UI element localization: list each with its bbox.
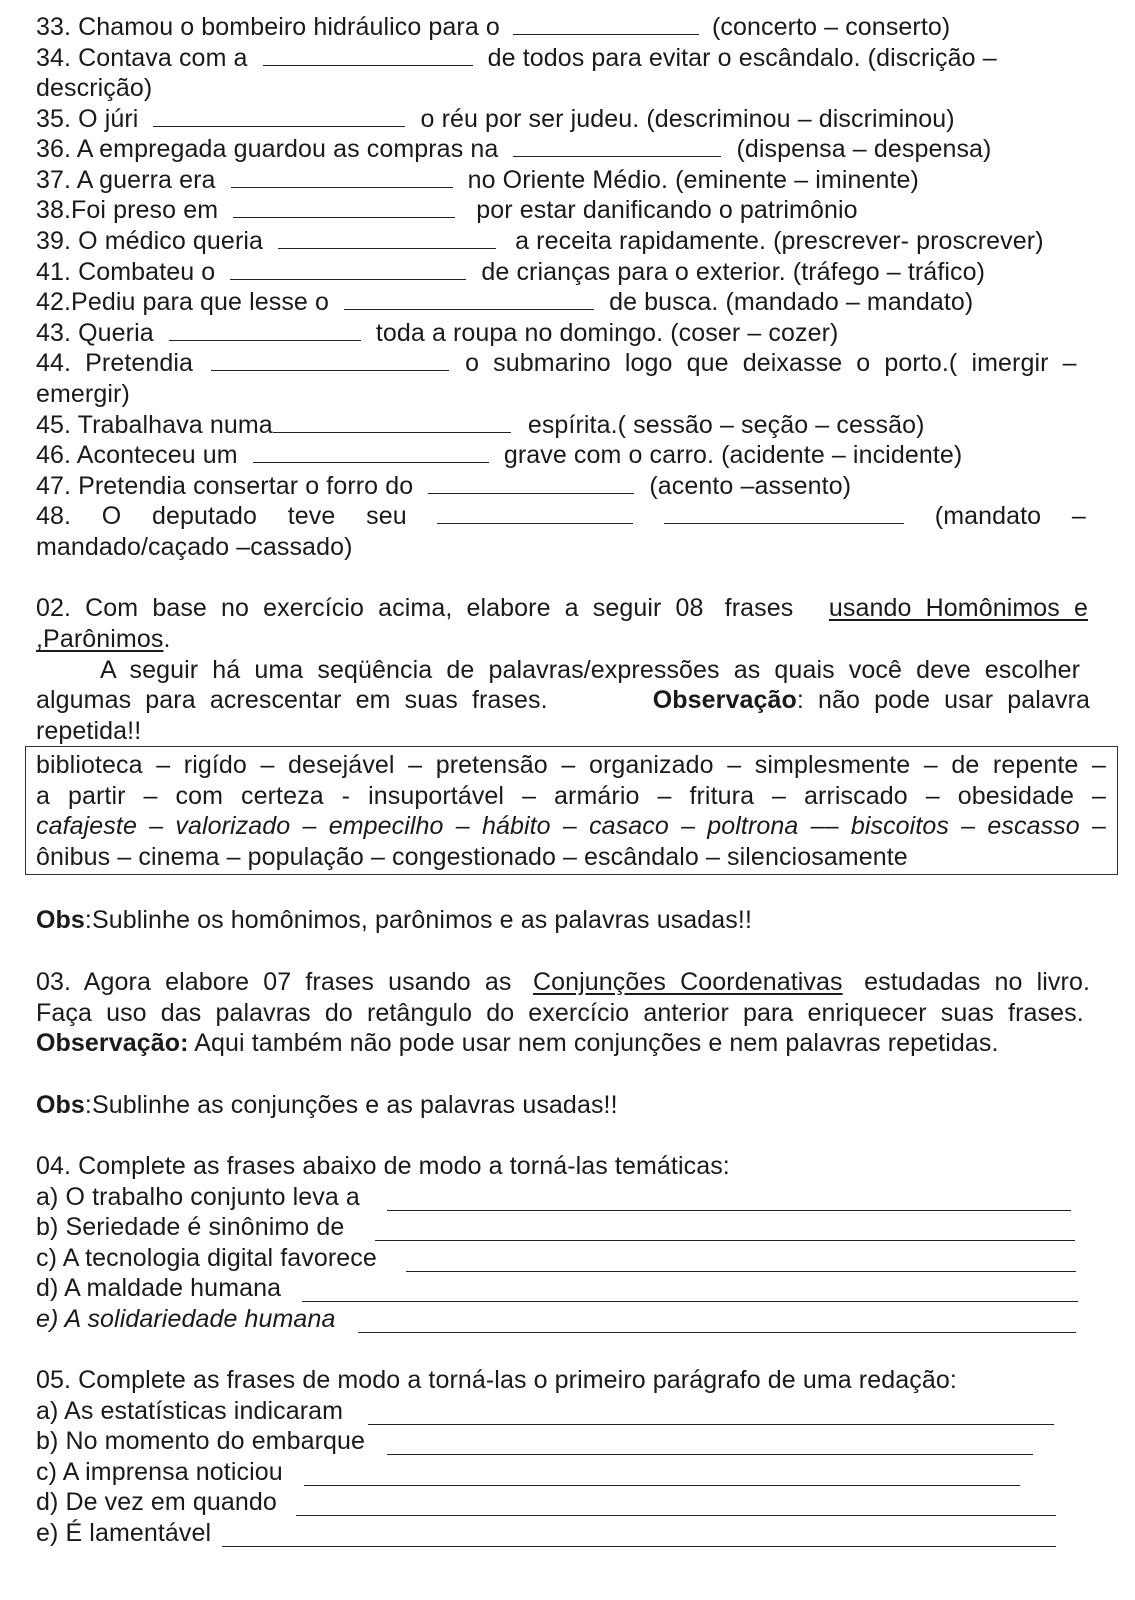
q38 xyxy=(36,195,858,225)
q36-blank[interactable] xyxy=(513,134,721,157)
q41-options: de crianças para o exterior. (tráfego – tráfico) xyxy=(481,258,986,286)
ex02-period: . xyxy=(163,625,171,653)
ex03-observation-label: Observação: xyxy=(36,1029,189,1057)
q35-text: 35. O júri xyxy=(36,105,139,133)
ex04-item-e: e) A solidariedade humana xyxy=(36,1305,336,1333)
q34 xyxy=(36,43,997,73)
q48-continuation: mandado/caçado –cassado) xyxy=(36,533,353,561)
q39 xyxy=(36,226,1044,256)
word-box-row-3: cafajeste – valorizado – empecilho – hábito – casaco – poltrona –– biscoitos – escasso – xyxy=(36,812,1106,840)
ex02-paragraph-3: repetida!! xyxy=(36,717,142,745)
q48-blank-1[interactable] xyxy=(437,501,633,524)
q48-options: (mandato xyxy=(934,502,1042,530)
ex02-line-1 xyxy=(36,593,1088,623)
obs-1 xyxy=(36,905,752,935)
ex05-answer-line-d[interactable] xyxy=(296,1515,1056,1516)
q34-blank[interactable] xyxy=(263,43,473,66)
ex04-answer-line-a[interactable] xyxy=(387,1210,1071,1211)
q35-blank[interactable] xyxy=(153,104,405,127)
q34-continuation: descrição) xyxy=(36,74,153,102)
ex05-title: 05. Complete as frases de modo a torná-las o primeiro parágrafo de uma redação: xyxy=(36,1366,957,1394)
q37-blank[interactable] xyxy=(231,165,453,188)
q33-blank[interactable] xyxy=(513,12,699,35)
q37-options: no Oriente Médio. (eminente – iminente) xyxy=(467,166,919,194)
q45-blank[interactable] xyxy=(273,410,511,433)
q37-text: 37. A guerra era xyxy=(36,166,216,194)
q36-text: 36. A empregada guardou as compras na xyxy=(36,135,499,163)
ex02-observation-text: : não pode usar palavra xyxy=(796,686,1090,714)
q35 xyxy=(36,104,955,134)
ex02-underlined-text: usando Homônimos e xyxy=(828,594,1088,622)
q39-text: 39. O médico queria xyxy=(36,227,264,255)
q48-word: seu xyxy=(366,502,407,530)
q38-options: por estar danificando o patrimônio xyxy=(476,196,858,224)
q44 xyxy=(36,348,1077,378)
ex05-answer-line-a[interactable] xyxy=(368,1424,1054,1425)
q37 xyxy=(36,165,919,195)
ex04-answer-line-d[interactable] xyxy=(302,1301,1078,1302)
q35-options: o réu por ser judeu. (descriminou – discriminou) xyxy=(420,105,955,133)
q43-text: 43. Queria xyxy=(36,319,154,347)
q48-number: 48. xyxy=(36,502,72,530)
ex02-paragraph-text: A seguir há uma seqüência de palavras/expressões as quais você deve escolher xyxy=(100,656,1081,684)
q47-text: 47. Pretendia consertar o forro do xyxy=(36,472,414,500)
ex02-paragraph-1 xyxy=(100,655,1116,685)
q48-word: deputado xyxy=(151,502,258,530)
q33 xyxy=(36,12,950,42)
ex05-item-a: a) As estatísticas indicaram xyxy=(36,1397,344,1425)
q44-options: o submarino logo que deixasse o porto.( imergir – xyxy=(465,349,1077,377)
q48-word: O xyxy=(101,502,122,530)
word-box-row-2: a partir – com certeza - insuportável – armário – fritura – arriscado – obesidade – xyxy=(36,782,1106,810)
q47 xyxy=(36,471,851,501)
q45 xyxy=(36,410,925,440)
obs-2-label: Obs xyxy=(36,1091,85,1119)
ex03-line-2: Faça uso das palavras do retângulo do exercício anterior para enriquecer suas frases. xyxy=(36,999,1084,1027)
q48-word: teve xyxy=(287,502,336,530)
ex03-observation-text: Aqui também não pode usar nem conjunções e nem palavras repetidas. xyxy=(188,1029,999,1057)
obs-2-text: :Sublinhe as conjunções e as palavras usadas!! xyxy=(84,1091,618,1119)
q36 xyxy=(36,134,991,164)
q42-blank[interactable] xyxy=(344,287,594,310)
q44-text: 44. Pretendia xyxy=(36,349,194,377)
q46 xyxy=(36,440,962,470)
ex05-item-b: b) No momento do embarque xyxy=(36,1427,366,1455)
q38-blank[interactable] xyxy=(233,195,455,218)
q46-text: 46. Aconteceu um xyxy=(36,441,238,469)
ex02-underlined-text-2: ,Parônimos xyxy=(36,625,164,653)
ex03-line-3 xyxy=(36,1028,999,1058)
ex05-item-e: e) É lamentável xyxy=(36,1519,212,1547)
q42 xyxy=(36,287,973,317)
ex04-title: 04. Complete as frases abaixo de modo a torná-las temáticas: xyxy=(36,1152,730,1180)
ex02-instruction: 02. Com base no exercício acima, elabore a seguir 08 frases xyxy=(36,594,794,622)
ex05-item-c: c) A imprensa noticiou xyxy=(36,1458,283,1486)
q36-options: (dispensa – despensa) xyxy=(736,135,992,163)
obs-2 xyxy=(36,1090,618,1120)
q47-blank[interactable] xyxy=(428,471,634,494)
q33-options: (concerto – conserto) xyxy=(712,13,951,41)
ex02-paragraph-text: algumas para acrescentar em suas frases. xyxy=(36,686,548,714)
q41-text: 41. Combateu o xyxy=(36,258,216,286)
ex03-line-1 xyxy=(36,967,1090,997)
q48 xyxy=(36,501,1086,531)
q34-text: 34. Contava com a xyxy=(36,44,248,72)
q42-text: 42.Pediu para que lesse o xyxy=(36,288,329,316)
ex04-item-c: c) A tecnologia digital favorece xyxy=(36,1244,377,1272)
q43 xyxy=(36,318,838,348)
word-box xyxy=(25,746,1118,875)
ex04-answer-line-e[interactable] xyxy=(358,1332,1076,1333)
q44-continuation: emergir) xyxy=(36,380,130,408)
q45-options: espírita.( sessão – seção – cessão) xyxy=(527,411,925,439)
ex03-instruction: 03. Agora elabore 07 frases usando as xyxy=(36,968,512,996)
ex04-answer-line-c[interactable] xyxy=(406,1271,1076,1272)
q43-blank[interactable] xyxy=(169,318,361,341)
ex02-paragraph-2 xyxy=(36,685,1090,715)
ex03-underlined-text: Conjunções Coordenativas xyxy=(532,968,843,996)
q46-options: grave com o carro. (acidente – incidente) xyxy=(503,441,963,469)
obs-1-label: Obs xyxy=(36,906,85,934)
ex02-observation-label: Observação xyxy=(652,686,797,714)
q41 xyxy=(36,257,985,287)
ex05-answer-line-c[interactable] xyxy=(304,1485,1020,1486)
q48-blank-2[interactable] xyxy=(664,501,904,524)
q47-options: (acento –assento) xyxy=(649,472,852,500)
q44-blank[interactable] xyxy=(211,348,449,371)
q43-options: toda a roupa no domingo. (coser – cozer) xyxy=(375,319,839,347)
ex03-instruction-end: estudadas no livro. xyxy=(864,968,1090,996)
ex04-item-b: b) Seriedade é sinônimo de xyxy=(36,1213,345,1241)
q38-text: 38.Foi preso em xyxy=(36,196,219,224)
word-box-row-4: ônibus – cinema – população – congestionado – escândalo – silenciosamente xyxy=(36,843,908,871)
ex02-line-2 xyxy=(36,624,171,654)
q46-blank[interactable] xyxy=(253,440,489,463)
ex04-item-a: a) O trabalho conjunto leva a xyxy=(36,1183,360,1211)
q34-options: de todos para evitar o escândalo. (discrição – xyxy=(487,44,997,72)
ex04-answer-line-b[interactable] xyxy=(375,1240,1075,1241)
obs-1-text: :Sublinhe os homônimos, parônimos e as palavras usadas!! xyxy=(84,906,752,934)
q39-blank[interactable] xyxy=(278,226,496,249)
q39-options: a receita rapidamente. (prescrever- proscrever) xyxy=(515,227,1044,255)
q42-options: de busca. (mandado – mandato) xyxy=(609,288,974,316)
word-box-row-1: biblioteca – rigído – desejável – pretensão – organizado – simplesmente – de repente – xyxy=(36,751,1106,779)
q45-text: 45. Trabalhava numa xyxy=(36,411,273,439)
ex05-item-d: d) De vez em quando xyxy=(36,1488,277,1516)
ex05-answer-line-b[interactable] xyxy=(387,1454,1033,1455)
q48-dash: – xyxy=(1071,502,1086,530)
ex05-answer-line-e[interactable] xyxy=(222,1546,1056,1547)
q41-blank[interactable] xyxy=(230,257,466,280)
q33-text: 33. Chamou o bombeiro hidráulico para o xyxy=(36,13,500,41)
ex04-item-d: d) A maldade humana xyxy=(36,1274,282,1302)
